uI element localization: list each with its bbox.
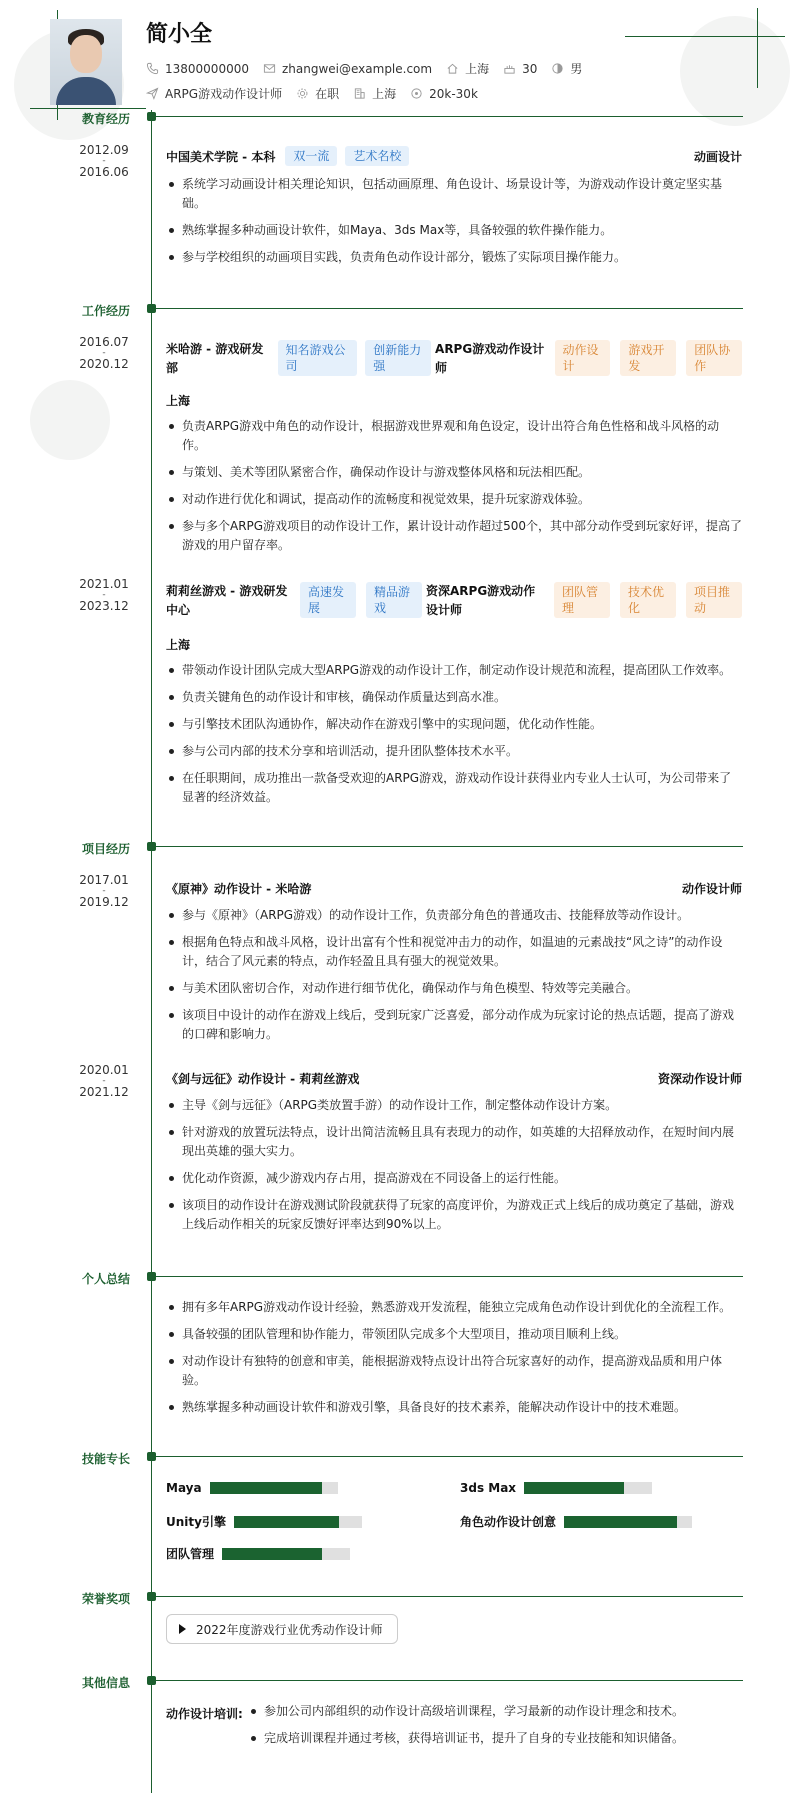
work-2-role-tag: 技术优化	[620, 582, 676, 618]
section-line-work	[151, 308, 743, 309]
building-icon	[353, 87, 366, 100]
city-text: 上海	[372, 87, 397, 101]
skill-name: Unity引擎	[166, 1515, 226, 1529]
list-item: 熟练掌握多种动画设计软件和游戏引擎，具备良好的技术素养，能解决动作设计中的技术难题。	[166, 1398, 742, 1417]
work-1-role-tag: 游戏开发	[620, 340, 676, 376]
skill-bar-fill	[210, 1482, 323, 1494]
work-1-company: 米哈游 - 游戏研发部	[166, 342, 264, 375]
work-1-company-tag: 创新能力强	[365, 340, 431, 376]
skill-bar-fill	[524, 1482, 624, 1494]
work-1-start: 2016.07	[79, 335, 129, 349]
list-item: 熟练掌握多种动画设计软件，如Maya、3ds Max等，具备较强的软件操作能力。	[166, 221, 742, 240]
list-item: 完成培训课程并通过考核，获得培训证书，提升了自身的专业技能和知识储备。	[248, 1729, 742, 1748]
section-title-work: 工作经历	[82, 304, 131, 318]
coin-icon	[410, 87, 423, 100]
skill-name: 团队管理	[166, 1547, 215, 1561]
location-item	[446, 60, 489, 77]
project-1-head	[166, 880, 742, 897]
status-text: 在职	[315, 87, 340, 101]
project-1-start: 2017.01	[79, 873, 129, 887]
education-end: 2016.06	[79, 165, 129, 179]
skill-bar-fill	[234, 1516, 339, 1528]
work-1-head	[166, 340, 742, 378]
list-item: 该项目中设计的动作在游戏上线后，受到玩家广泛喜爱，部分动作成为玩家讨论的热点话题，提高了游戏的口碑和影响力。	[166, 1006, 742, 1044]
bg-circle-mid-left	[30, 380, 110, 460]
work-2-location: 上海	[166, 638, 191, 652]
education-tag: 艺术名校	[345, 146, 409, 166]
skill-bar-fill	[564, 1516, 677, 1528]
section-title-summary: 个人总结	[82, 1272, 131, 1286]
work-2-company-tag: 高速发展	[300, 582, 356, 618]
list-item: 负责ARPG游戏中角色的动作设计，根据游戏世界观和角色设定，设计出符合角色性格和战斗风格的动作。	[166, 417, 742, 455]
skill-name: 3ds Max	[460, 1481, 517, 1495]
project-2-bullets	[166, 1096, 742, 1242]
list-item: 主导《剑与远征》（ARPG类放置手游）的动作设计工作，制定整体动作设计方案。	[166, 1096, 742, 1115]
project-2-end: 2021.12	[79, 1085, 129, 1099]
section-line-awards	[151, 1596, 743, 1597]
job-title-text: ARPG游戏动作设计师	[165, 87, 283, 101]
list-item: 带领动作设计团队完成大型ARPG游戏的动作设计工作，制定动作设计规范和流程，提高团队工作效率。	[166, 661, 742, 680]
email-text: zhangwei@example.com	[281, 61, 433, 76]
avatar	[50, 19, 122, 105]
list-item: 在任职期间，成功推出一款备受欢迎的ARPG游戏，游戏动作设计获得业内专业人士认可，为公司带来了显著的经济效益。	[166, 769, 742, 807]
section-title-education: 教育经历	[82, 112, 131, 126]
list-item: 具备较强的团队管理和协作能力，带领团队完成多个大型项目，推动项目顺利上线。	[166, 1325, 742, 1344]
section-title-awards: 荣誉奖项	[82, 1592, 131, 1606]
location-text: 上海	[465, 62, 490, 76]
project-1-end: 2019.12	[79, 895, 129, 909]
gear-icon	[296, 87, 309, 100]
phone-text: 13800000000	[165, 61, 249, 76]
section-title-other: 其他信息	[82, 1676, 131, 1690]
skill-unity	[166, 1513, 362, 1530]
list-item: 针对游戏的放置玩法特点，设计出简洁流畅且具有表现力的动作，如英雄的大招释放动作，在短时间内展现出英雄的强大实力。	[166, 1123, 742, 1161]
education-bullets	[166, 175, 742, 275]
work-2-end: 2023.12	[79, 599, 129, 613]
status-item	[296, 85, 339, 102]
skill-character-motion	[460, 1513, 692, 1530]
work-1-end: 2020.12	[79, 357, 129, 371]
section-title-skills: 技能专长	[82, 1452, 131, 1466]
other-training-label: 动作设计培训:	[166, 1707, 243, 1721]
work-1-location: 上海	[166, 394, 191, 408]
list-item: 参与公司内部的技术分享和培训活动，提升团队整体技术水平。	[166, 742, 742, 761]
list-item: 拥有多年ARPG游戏动作设计经验，熟悉游戏开发流程，能独立完成角色动作设计到优化的全流程工作。	[166, 1298, 742, 1317]
list-item: 与美术团队密切合作，对动作进行细节优化，确保动作与角色模型、特效等完美融合。	[166, 979, 742, 998]
work-1-role-tag: 动作设计	[555, 340, 611, 376]
education-start: 2012.09	[79, 143, 129, 157]
phone-item	[146, 62, 249, 76]
section-line-summary	[151, 1276, 743, 1277]
salary-item	[410, 87, 478, 101]
list-item: 负责关键角色的动作设计和审核，确保动作质量达到高水准。	[166, 688, 742, 707]
project-1-date: 2017.01 - 2019.12	[79, 873, 129, 909]
education-tag: 双一流	[285, 146, 337, 166]
cake-icon	[503, 62, 516, 75]
section-line-other	[151, 1680, 743, 1681]
list-item: 与策划、美术等团队紧密合作，确保动作设计与游戏整体风格和玩法相匹配。	[166, 463, 742, 482]
list-item: 对动作设计有独特的创意和审美，能根据游戏特点设计出符合玩家喜好的动作，提高游戏品质和用户体验。	[166, 1352, 742, 1390]
candidate-name: 简小全	[146, 22, 213, 47]
list-item: 参与多个ARPG游戏项目的动作设计工作，累计设计动作超过500个，其中部分动作受到玩家好评，提高了游戏的用户留存率。	[166, 517, 742, 555]
award-toggle-button[interactable]	[166, 1614, 398, 1644]
project-1-role: 动作设计师	[681, 882, 742, 896]
salary-text: 20k-30k	[429, 86, 478, 101]
education-date: 2012.09 - 2016.06	[79, 143, 129, 179]
project-2-name: 《剑与远征》动作设计 - 莉莉丝游戏	[166, 1072, 360, 1086]
skill-bar	[234, 1516, 362, 1528]
work-2-company: 莉莉丝游戏 - 游戏研发中心	[166, 584, 288, 617]
project-1-name: 《原神》动作设计 - 米哈游	[166, 882, 312, 896]
skill-bar	[524, 1482, 652, 1494]
education-school: 中国美术学院 - 本科	[166, 149, 276, 164]
list-item: 该项目的动作设计在游戏测试阶段就获得了玩家的高度评价，为游戏正式上线后的成功奠定了基础，游戏上线后动作相关的玩家反馈好评率达到90%以上。	[166, 1196, 742, 1234]
project-2-head	[166, 1070, 742, 1087]
deco-line-right-vertical	[757, 8, 758, 88]
caret-right-icon	[179, 1624, 186, 1634]
work-2-role-tag: 项目推动	[686, 582, 742, 618]
project-2-date: 2020.01 - 2021.12	[79, 1063, 129, 1099]
work-2-date: 2021.01 - 2023.12	[79, 577, 129, 613]
section-line-projects	[151, 846, 743, 847]
work-1-role-tag: 团队协作	[686, 340, 742, 376]
section-title-projects: 项目经历	[82, 842, 131, 856]
summary-bullets	[166, 1298, 742, 1425]
list-item: 对动作进行优化和调试，提高动作的流畅度和视觉效果，提升玩家游戏体验。	[166, 490, 742, 509]
skill-bar	[210, 1482, 338, 1494]
city-item	[353, 85, 396, 102]
project-2-start: 2020.01	[79, 1063, 129, 1077]
work-2-company-tag: 精品游戏	[366, 582, 422, 618]
gender-text: 男	[570, 62, 583, 76]
job-row	[146, 85, 492, 102]
list-item: 参与学校组织的动画项目实践，负责角色动作设计部分，锻炼了实际项目操作能力。	[166, 248, 742, 267]
skill-name: Maya	[166, 1481, 202, 1495]
list-item: 参加公司内部组织的动作设计高级培训课程，学习最新的动作设计理念和技术。	[248, 1702, 742, 1721]
home-icon	[446, 62, 459, 75]
skill-bar-fill	[222, 1548, 322, 1560]
age-text: 30	[522, 61, 538, 76]
timeline-axis	[151, 110, 152, 1793]
skill-team-management	[166, 1545, 350, 1562]
gender-icon	[551, 62, 564, 75]
job-title-item	[146, 85, 282, 102]
list-item: 系统学习动画设计相关理论知识，包括动画原理、角色设计、场景设计等，为游戏动作设计奠定坚实基础。	[166, 175, 742, 213]
deco-line-left-horizontal	[30, 108, 146, 109]
education-major: 动画设计	[693, 149, 742, 164]
send-icon	[146, 87, 159, 100]
work-2-start: 2021.01	[79, 577, 129, 591]
list-item: 优化动作资源，减少游戏内存占用，提高游戏在不同设备上的运行性能。	[166, 1169, 742, 1188]
education-head	[166, 146, 742, 166]
work-1-role: ARPG游戏动作设计师	[435, 342, 545, 375]
contact-row	[146, 60, 596, 77]
mail-icon	[263, 62, 276, 75]
age-item	[503, 62, 537, 76]
email-item	[263, 62, 432, 76]
skill-maya	[166, 1481, 338, 1495]
work-2-bullets	[166, 661, 742, 815]
skill-bar	[222, 1548, 350, 1560]
work-1-company-tag: 知名游戏公司	[278, 340, 358, 376]
work-1-date: 2016.07 - 2020.12	[79, 335, 129, 371]
work-2-role: 资深ARPG游戏动作设计师	[426, 584, 536, 617]
gender-item	[551, 60, 582, 77]
phone-icon	[146, 62, 159, 75]
other-bullets	[248, 1702, 742, 1756]
work-2-head	[166, 582, 742, 620]
skill-bar	[564, 1516, 692, 1528]
skill-name: 角色动作设计创意	[460, 1515, 557, 1529]
section-line-education	[151, 116, 743, 117]
work-1-bullets	[166, 417, 742, 563]
project-2-role: 资深动作设计师	[657, 1072, 742, 1086]
section-line-skills	[151, 1456, 743, 1457]
work-2-role-tag: 团队管理	[554, 582, 610, 618]
project-1-bullets	[166, 906, 742, 1052]
skill-3dsmax	[460, 1481, 652, 1495]
list-item: 参与《原神》（ARPG游戏）的动作设计工作，负责部分角色的普通攻击、技能释放等动作设计。	[166, 906, 742, 925]
list-item: 与引擎技术团队沟通协作，解决动作在游戏引擎中的实现问题，优化动作性能。	[166, 715, 742, 734]
deco-line-right-horizontal	[625, 36, 785, 37]
bg-circle-top-right	[680, 16, 790, 126]
list-item: 根据角色特点和战斗风格，设计出富有个性和视觉冲击力的动作，如温迪的元素战技“风之诗”的动作设计，结合了风元素的特点，动作轻盈且具有强大的视觉效果。	[166, 933, 742, 971]
award-label: 2022年度游戏行业优秀动作设计师	[196, 1622, 383, 1637]
